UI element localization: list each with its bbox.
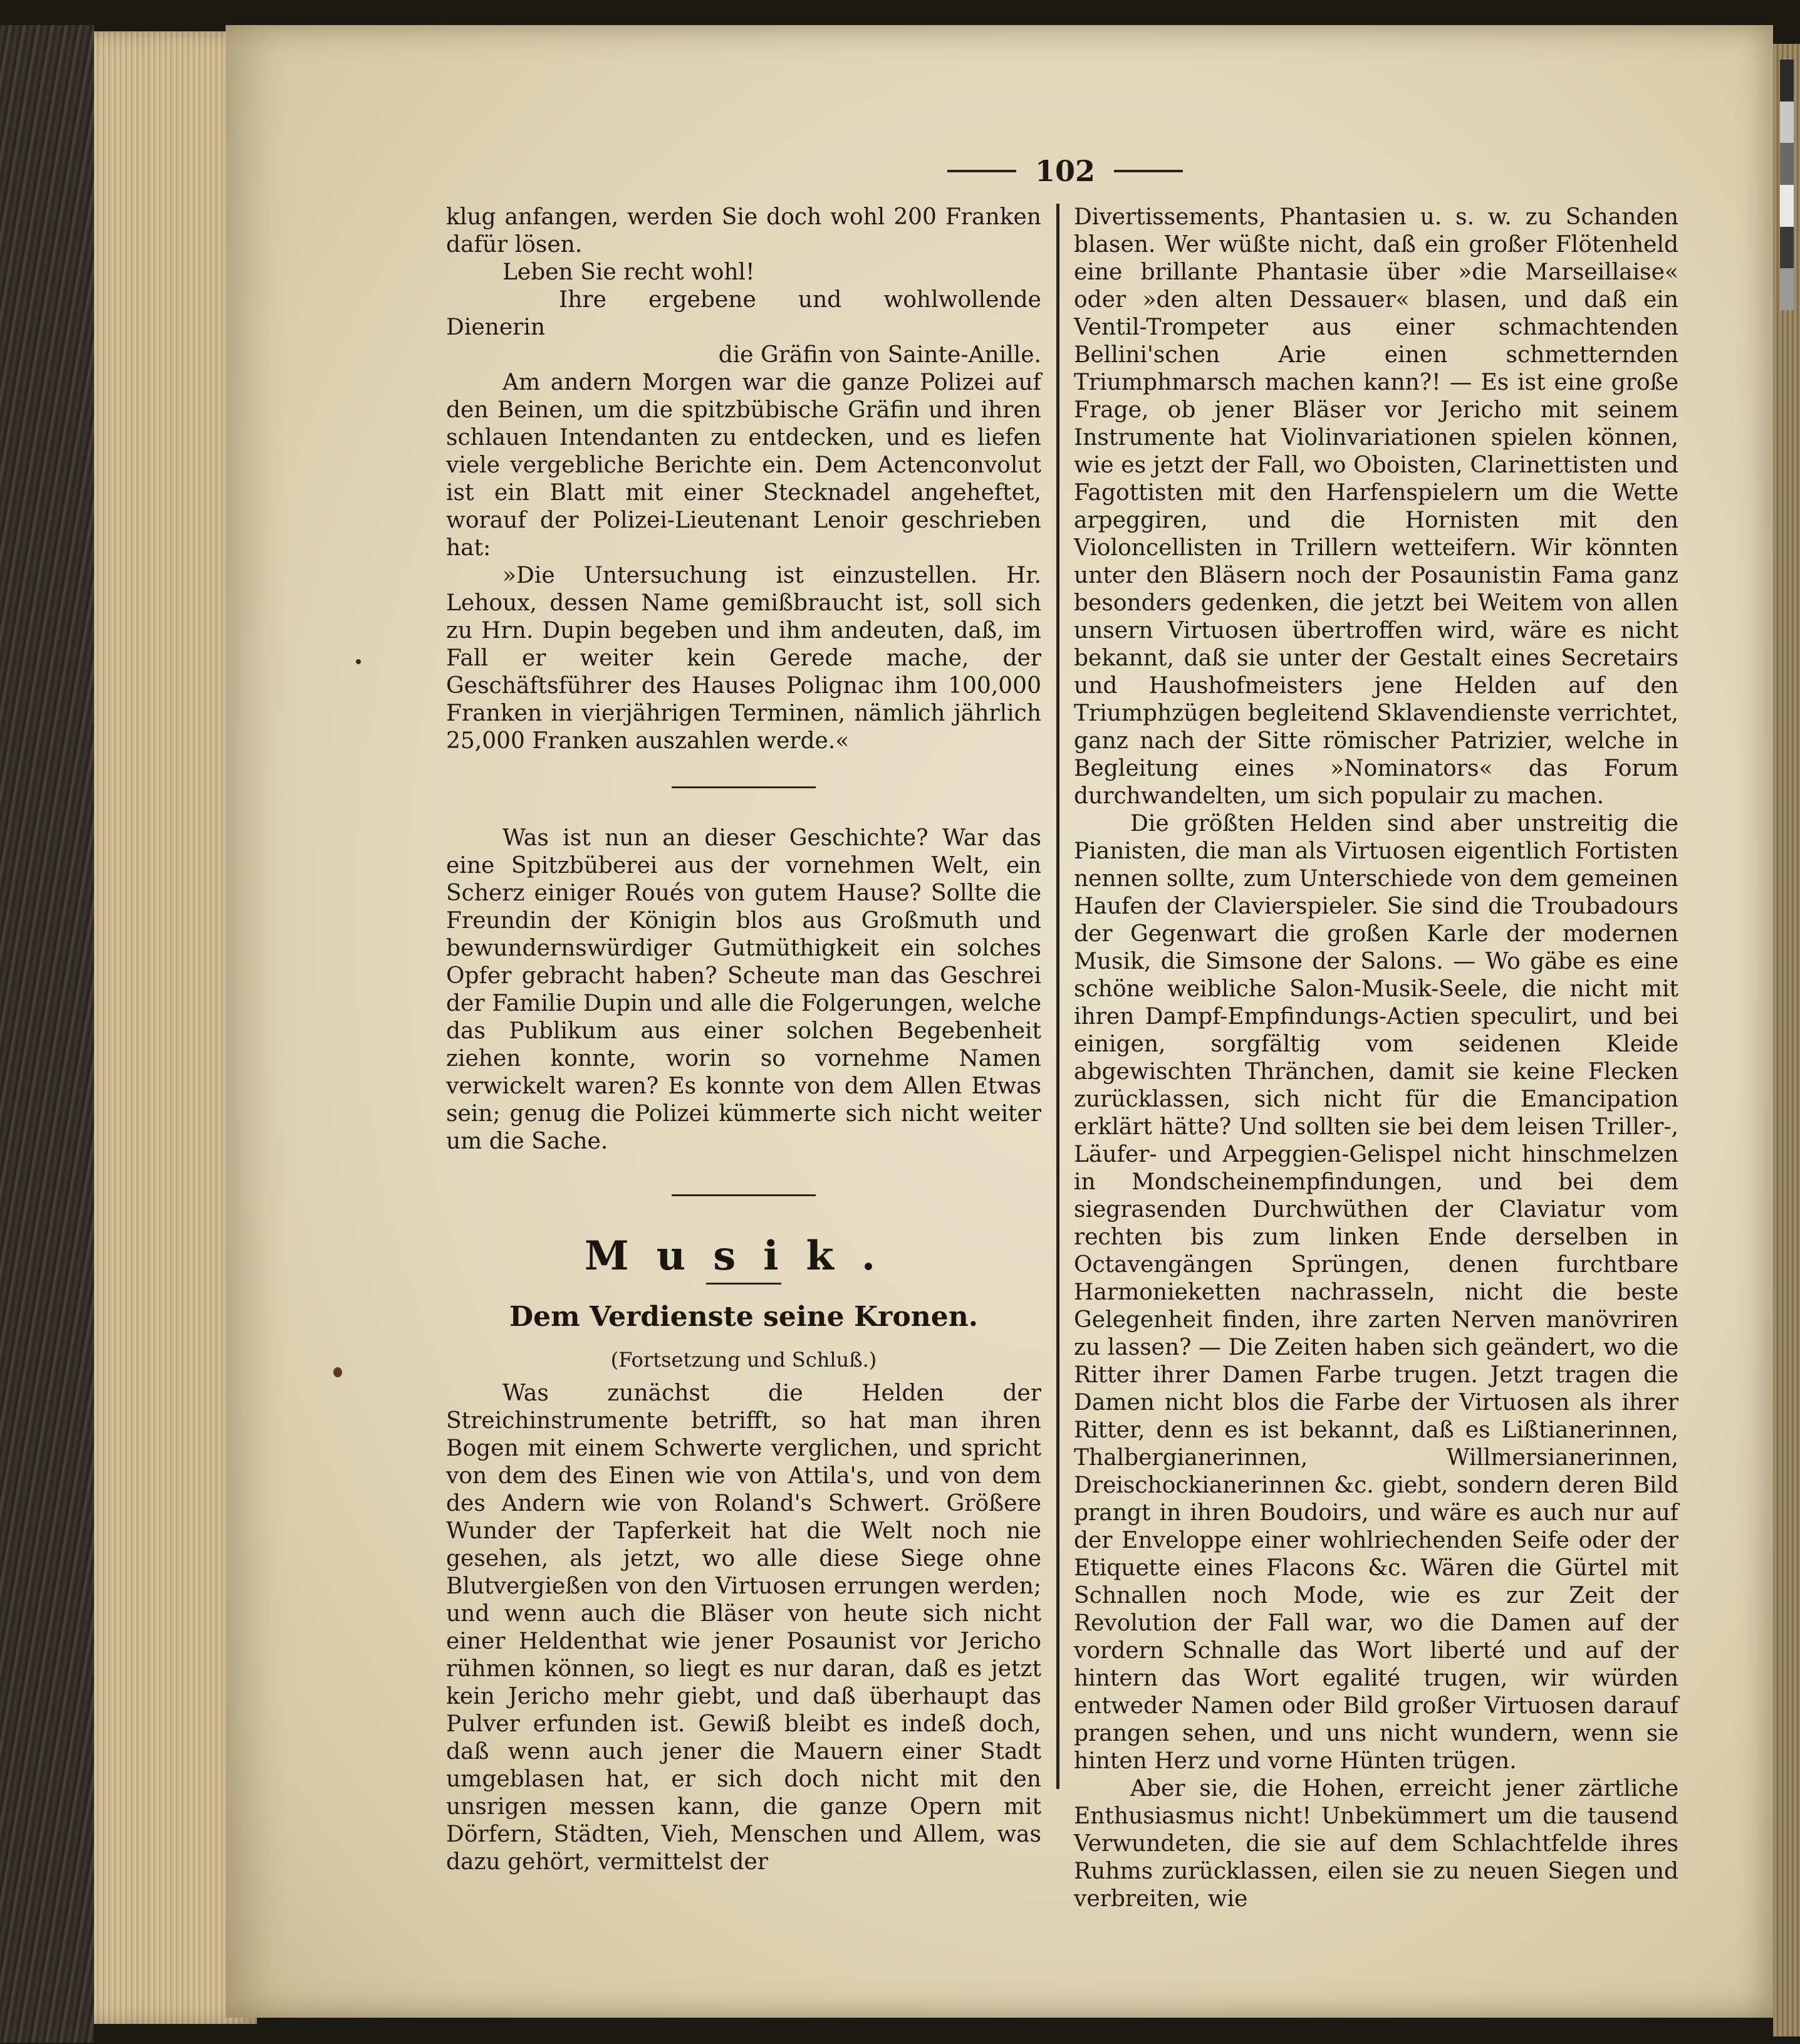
paragraph: »Die Untersuchung ist einzustellen. Hr. Lehoux, dessen Name gemißbraucht ist, soll sich zu Hrn. Dupin begeben und ihm andeuten, daß, im Fall er weiter kein Gerede mache, der Geschäftsführer des Hauses Polignac ihm 100,000 Franken in vierjährigen Terminen, nämlich jährlich 25,000 Franken auszahlen werde.« (446, 563, 1041, 754)
book-right-edge (1773, 44, 1800, 2036)
signature-line: die Gräfin von Sainte-Anille. (718, 342, 1041, 368)
left-column (446, 204, 1041, 1876)
column-divider (1056, 204, 1059, 1789)
calibration-swatch (1780, 102, 1794, 143)
closing-line: Ihre ergebene und wohlwollende Dienerin (446, 287, 1041, 340)
paragraph: Leben Sie recht wohl! (502, 259, 755, 285)
paragraph: Die größten Helden sind aber unstreitig die Pianisten, die man als Virtuosen eigentlich Fortisten nennen sollte, zum Unterschiede von dem gemeinen Haufen der Clavierspieler. Sie sind die Troubadours der Gegenwart die großen Karle der modernen Musik, die Simsone der Salons. — Wo gäbe es eine schöne weibliche Salon-Musik-Seele, die nicht mit ihren Dampf-Empfindungs-Actien speculirt, und bei einigen, sorgfältig vom seidenen Kleide abgewischten Thränchen, damit sie keine Flecken zurücklassen, sich nicht für die Emancipation erklärt hätte? Und sollten sie bei dem leisen Triller-, Läufer- und Arpeggien-Gelispel nicht hinschmelzen in Mondscheinempfindungen, und bei dem siegrasenden Durchwüthen der Claviatur vom rechten bis zum linken Ende derselben in Octavengängen Sprüngen, denen furchtbare Harmonieketten nachrasseln, nicht die beste Gelegenheit finden, ihre zarten Nerven manövriren zu lassen? — Die Zeiten haben sich geändert, wo die Ritter ihrer Damen Farbe trugen. Jetzt tragen die Damen nicht blos die Farbe der Virtuosen als ihrer Ritter, denn es ist bekannt, daß es Lißtianerinnen, Thalbergianerinnen, Willmersianerinnen, Dreischockianerinnen &c. giebt, sondern deren Bild prangt in ihren Boudoirs, und wäre es auch nur auf der Enveloppe einer wohlriechenden Seife oder der Etiquette eines Flacons &c. Wären die Gürtel mit Schnallen noch Mode, wie es zur Zeit der Revolution der Fall war, wo die Damen auf der vordern Schnalle das Wort liberté und auf der hintern das Wort egalité trugen, wir würden entweder Namen oder Bild großer Virtuosen darauf prangen sehen, und uns nicht wundern, wenn sie hinten Herz und vorne Hünten trügen. (1074, 811, 1678, 1774)
calibration-swatch (1780, 143, 1794, 185)
title-rule (706, 1283, 781, 1285)
page-number: 102 (1034, 154, 1096, 188)
separator-rule (672, 786, 816, 788)
ink-spot (356, 659, 361, 664)
separator-rule (672, 1194, 816, 1196)
paragraph: Aber sie, die Hohen, erreicht jener zärtliche Enthusiasmus nicht! Unbekümmert um die tausend Verwundeten, die sie auf dem Schlachtfelde ihres Ruhms zurücklassen, eilen sie zu neuen Siegen und verbreiten, wie (1074, 1776, 1678, 1912)
header-rule-right (1114, 170, 1183, 172)
paragraph: Divertissements, Phantasien u. s. w. zu Schanden blasen. Wer wüßte nicht, daß ein großer Flötenheld eine brillante Phantasie über »die Marseillaise« oder »den alten Dessauer« blasen, und daß ein Ventil-Trompeter aus einer schmachtenden Bellini'schen Arie einen schmetternden Triumphmarsch machen kann?! — Es ist eine große Frage, ob jener Bläser vor Jericho mit seinem Instrumente hat Violinvariationen spielen können, wie es jetzt der Fall, wo Oboisten, Clarinettisten und Fagottisten mit den Harfenspielern um die Wette arpeggiren, und die Hornisten mit den Violoncellisten in Trillern wetteifern. Wir könnten unter den Bläsern noch der Posaunistin Fama ganz besonders gedenken, die jetzt bei Weitem von allen unsern Virtuosen übertroffen wird, wäre es nicht bekannt, daß sie unter der Gestalt eines Secretairs und Haushofmeisters jene Helden auf den Triumphzügen begleitend Sklavendienste verrichtet, ganz nach der Sitte römischer Patrizier, welche in Begleitung eines »Nominators« das Forum durchwandelten, um sich populair zu machen. (1074, 204, 1678, 809)
page-header (940, 149, 1190, 193)
paragraph: Was ist nun an dieser Geschichte? War das eine Spitzbüberei aus der vornehmen Welt, ein Scherz einiger Roués von gutem Hause? Sollte die Freundin der Königin blos aus Großmuth und bewundernswürdiger Gutmüthigkeit ein solches Opfer gebracht haben? Scheute man das Geschrei der Familie Dupin und alle die Folgerungen, welche das Publikum aus einer solchen Begebenheit ziehen konnte, worin so vornehme Namen verwickelt waren? Es konnte von dem Allen Etwas sein; genug die Polizei kümmerte sich nicht weiter um die Sache. (446, 825, 1041, 1154)
calibration-swatch (1780, 227, 1794, 269)
header-rule-left (947, 170, 1016, 172)
section-title: Musik. (584, 1233, 903, 1280)
calibration-swatch (1780, 268, 1794, 310)
paragraph: Am andern Morgen war die ganze Polizei auf den Beinen, um die spitzbübische Gräfin und ihren schlauen Intendanten zu entdecken, und es liefen viele vergebliche Berichte ein. Dem Actenconvolut ist ein Blatt mit einer Stecknadel angeheftet, worauf der Polizei-Lieutenant Lenoir geschrieben hat: (446, 370, 1041, 561)
calibration-color-bar (1780, 60, 1794, 310)
article-title: Dem Verdienste seine Kronen. (509, 1301, 979, 1333)
book-cover-left (0, 25, 94, 2043)
paragraph: klug anfangen, werden Sie doch wohl 200 Franken dafür lösen. (446, 204, 1041, 258)
continued-note: (Fortsetzung und Schluß.) (610, 1348, 877, 1372)
paragraph: Was zunächst die Helden der Streichinstrumente betrifft, so hat man ihren Bogen mit einem Schwerte verglichen, und spricht von dem des Einen wie von Attila's, und von dem des Andern wie von Roland's Schwert. Größere Wunder der Tapferkeit hat die Welt noch nie gesehen, als jetzt, wo alle diese Siege ohne Blutvergießen von den Virtuosen errungen werden; und wenn auch die Bläser von heute sich nicht einer Heldenthat wie jener Posaunist vor Jericho rühmen können, so liegt es nur daran, daß es jetzt kein Jericho mehr giebt, und daß überhaupt das Pulver erfunden ist. Gewiß bleibt es indeß doch, daß wenn auch jener die Mauern einer Stadt umgeblasen hat, er sich doch nicht mit den unsrigen messen kann, die ganze Opern mit Dörfern, Städten, Vieh, Menschen und Allem, was dazu gehört, vermittelst der (446, 1380, 1041, 1875)
ink-spot (333, 1367, 342, 1377)
calibration-swatch (1780, 60, 1794, 102)
right-column (1074, 204, 1678, 1913)
calibration-swatch (1780, 185, 1794, 227)
